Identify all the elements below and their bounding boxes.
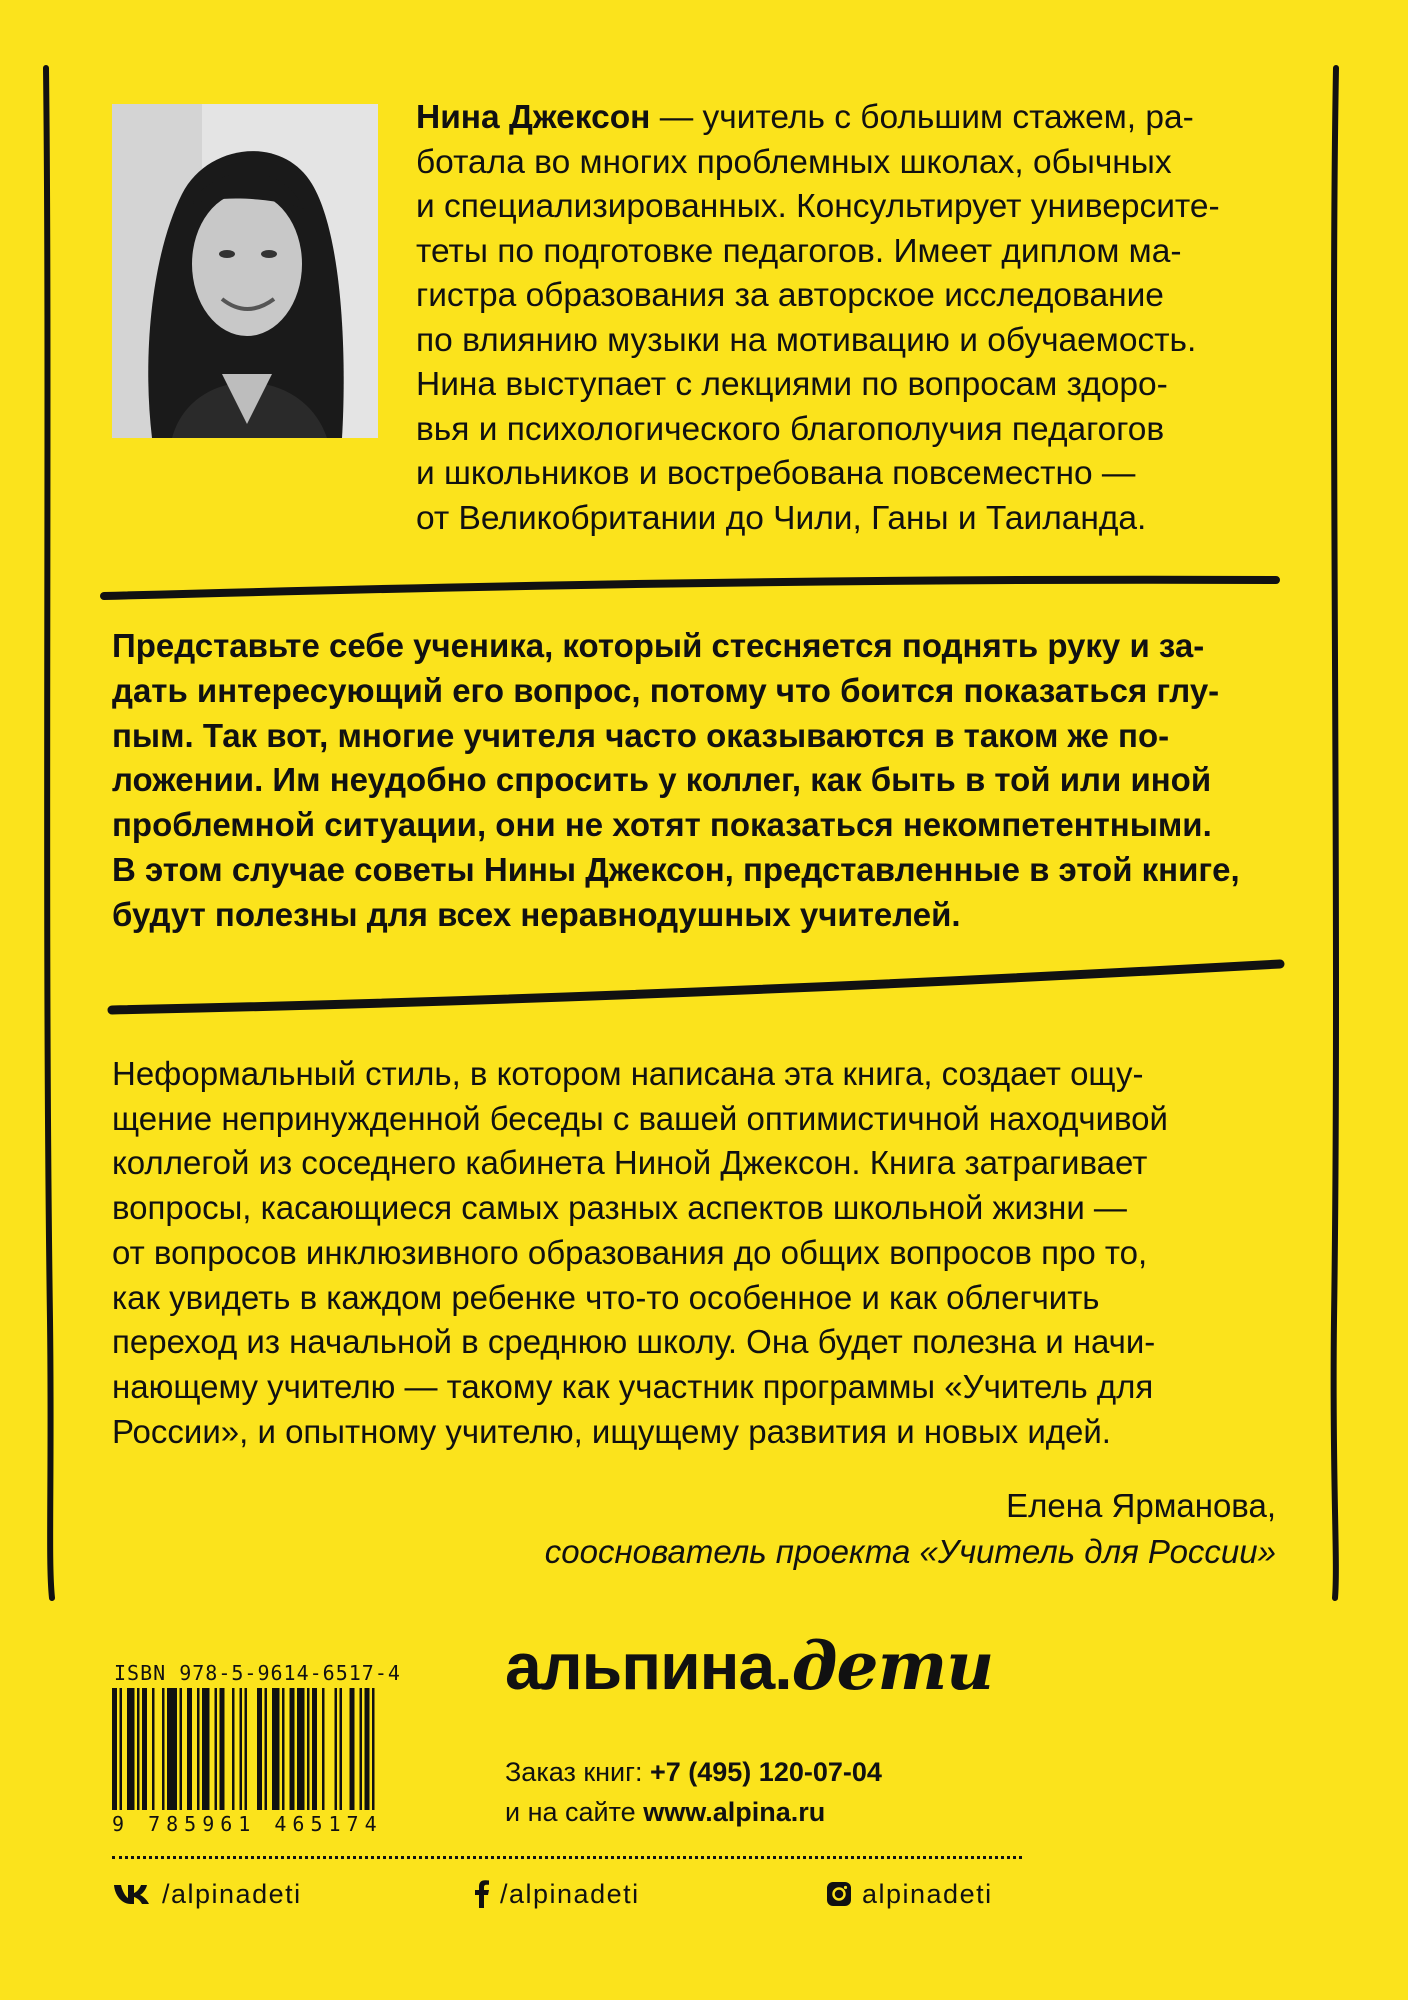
author-bio [416,96,1276,541]
bio-line: гистра образования за авторское исследование [416,277,1164,314]
review-paragraph [112,1052,1276,1454]
bio-line: Нина выступает с лекциями по вопросам здоро- [416,366,1168,403]
review-line: переход из начальной в среднюю школу. Она будет полезна и начи- [112,1323,1156,1361]
review-line: вопросы, касающиеся самых разных аспектов школьной жизни — [112,1189,1127,1227]
order-info [505,1752,882,1832]
lead-paragraph [112,624,1276,938]
review-line: щение непринужденной беседы с вашей оптимистичной находчивой [112,1099,1168,1137]
bio-line: от Великобритании до Чили, Ганы и Таиланда. [416,499,1147,537]
lead-line: В этом случае советы Нины Джексон, представленные в этой книге, [112,850,1240,888]
lead-line: пым. Так вот, многие учителя часто оказываются в таком же по- [112,716,1170,754]
lead-line: ложении. Им неудобно спросить у коллег, как быть в той или иной [112,761,1212,799]
bio-line: ботала во многих проблемных школах, обычных [416,143,1172,181]
bio-line: вья и психологического благополучия педагогов [416,410,1165,448]
lead-line: Представьте себе ученика, который стесняется поднять руку и за- [112,627,1205,664]
author-photo [112,104,378,438]
bio-line: и специализированных. Консультирует университе- [416,188,1220,225]
social-instagram[interactable] [826,1874,993,1914]
review-line: нающему учителю — такому как участник программы «Учитель для [112,1367,1154,1405]
site-label: и на сайте [505,1797,644,1827]
review-line: от вопросов инклюзивного образования до общих вопросов про то, [112,1233,1148,1271]
social-vk[interactable] [112,1874,302,1914]
barcode-number: 9 785961 465174 [112,1812,383,1836]
logo-main: альпина. [505,1629,792,1703]
social-handle: /alpinadeti [500,1879,640,1909]
logo-script: дети [791,1627,994,1705]
site-link[interactable]: www.alpina.ru [643,1797,826,1827]
bio-line: по влиянию музыки на мотивацию и обучаемость. [416,321,1197,359]
vk-icon [112,1882,152,1906]
review-line: коллегой из соседнего кабинета Ниной Джексон. Книга затрагивает [112,1144,1148,1182]
publisher-logo [505,1626,993,1706]
lead-line: дать интересующий его вопрос, потому что боится показаться глу- [112,671,1220,709]
isbn-label: ISBN 978-5-9614-6517-4 [114,1661,401,1685]
bio-line: и школьников и востребована повсеместно — [416,455,1136,492]
order-phone[interactable]: +7 (495) 120-07-04 [649,1757,882,1787]
review-line: России», и опытному учителю, ищущему развития и новых идей. [112,1412,1111,1450]
social-facebook[interactable] [474,1874,640,1914]
lead-line: проблемной ситуации, они не хотят показаться некомпетентными. [112,806,1212,844]
author-name: Нина Джексон [416,99,651,136]
barcode [112,1688,434,1810]
signature-name: Елена Ярманова, [1006,1487,1276,1524]
review-line: Неформальный стиль, в котором написана эта книга, создает ощу- [112,1055,1144,1092]
signature-role: сооснователь проекта «Учитель для России» [544,1533,1276,1570]
dotted-divider [112,1856,1022,1859]
lead-line: будут полезны для всех неравнодушных учителей. [112,895,961,933]
social-handle: /alpinadeti [162,1879,302,1909]
review-line: как увидеть в каждом ребенке что-то особенное и как облегчить [112,1278,1100,1316]
facebook-icon [474,1880,490,1908]
order-label: Заказ книг: [505,1757,650,1787]
social-handle: alpinadeti [862,1879,993,1909]
bio-line: — учитель с большим стажем, ра- [650,99,1194,136]
instagram-icon [826,1881,852,1907]
bio-line: теты по подготовке педагогов. Имеет диплом ма- [416,232,1182,270]
review-signature [545,1483,1276,1575]
